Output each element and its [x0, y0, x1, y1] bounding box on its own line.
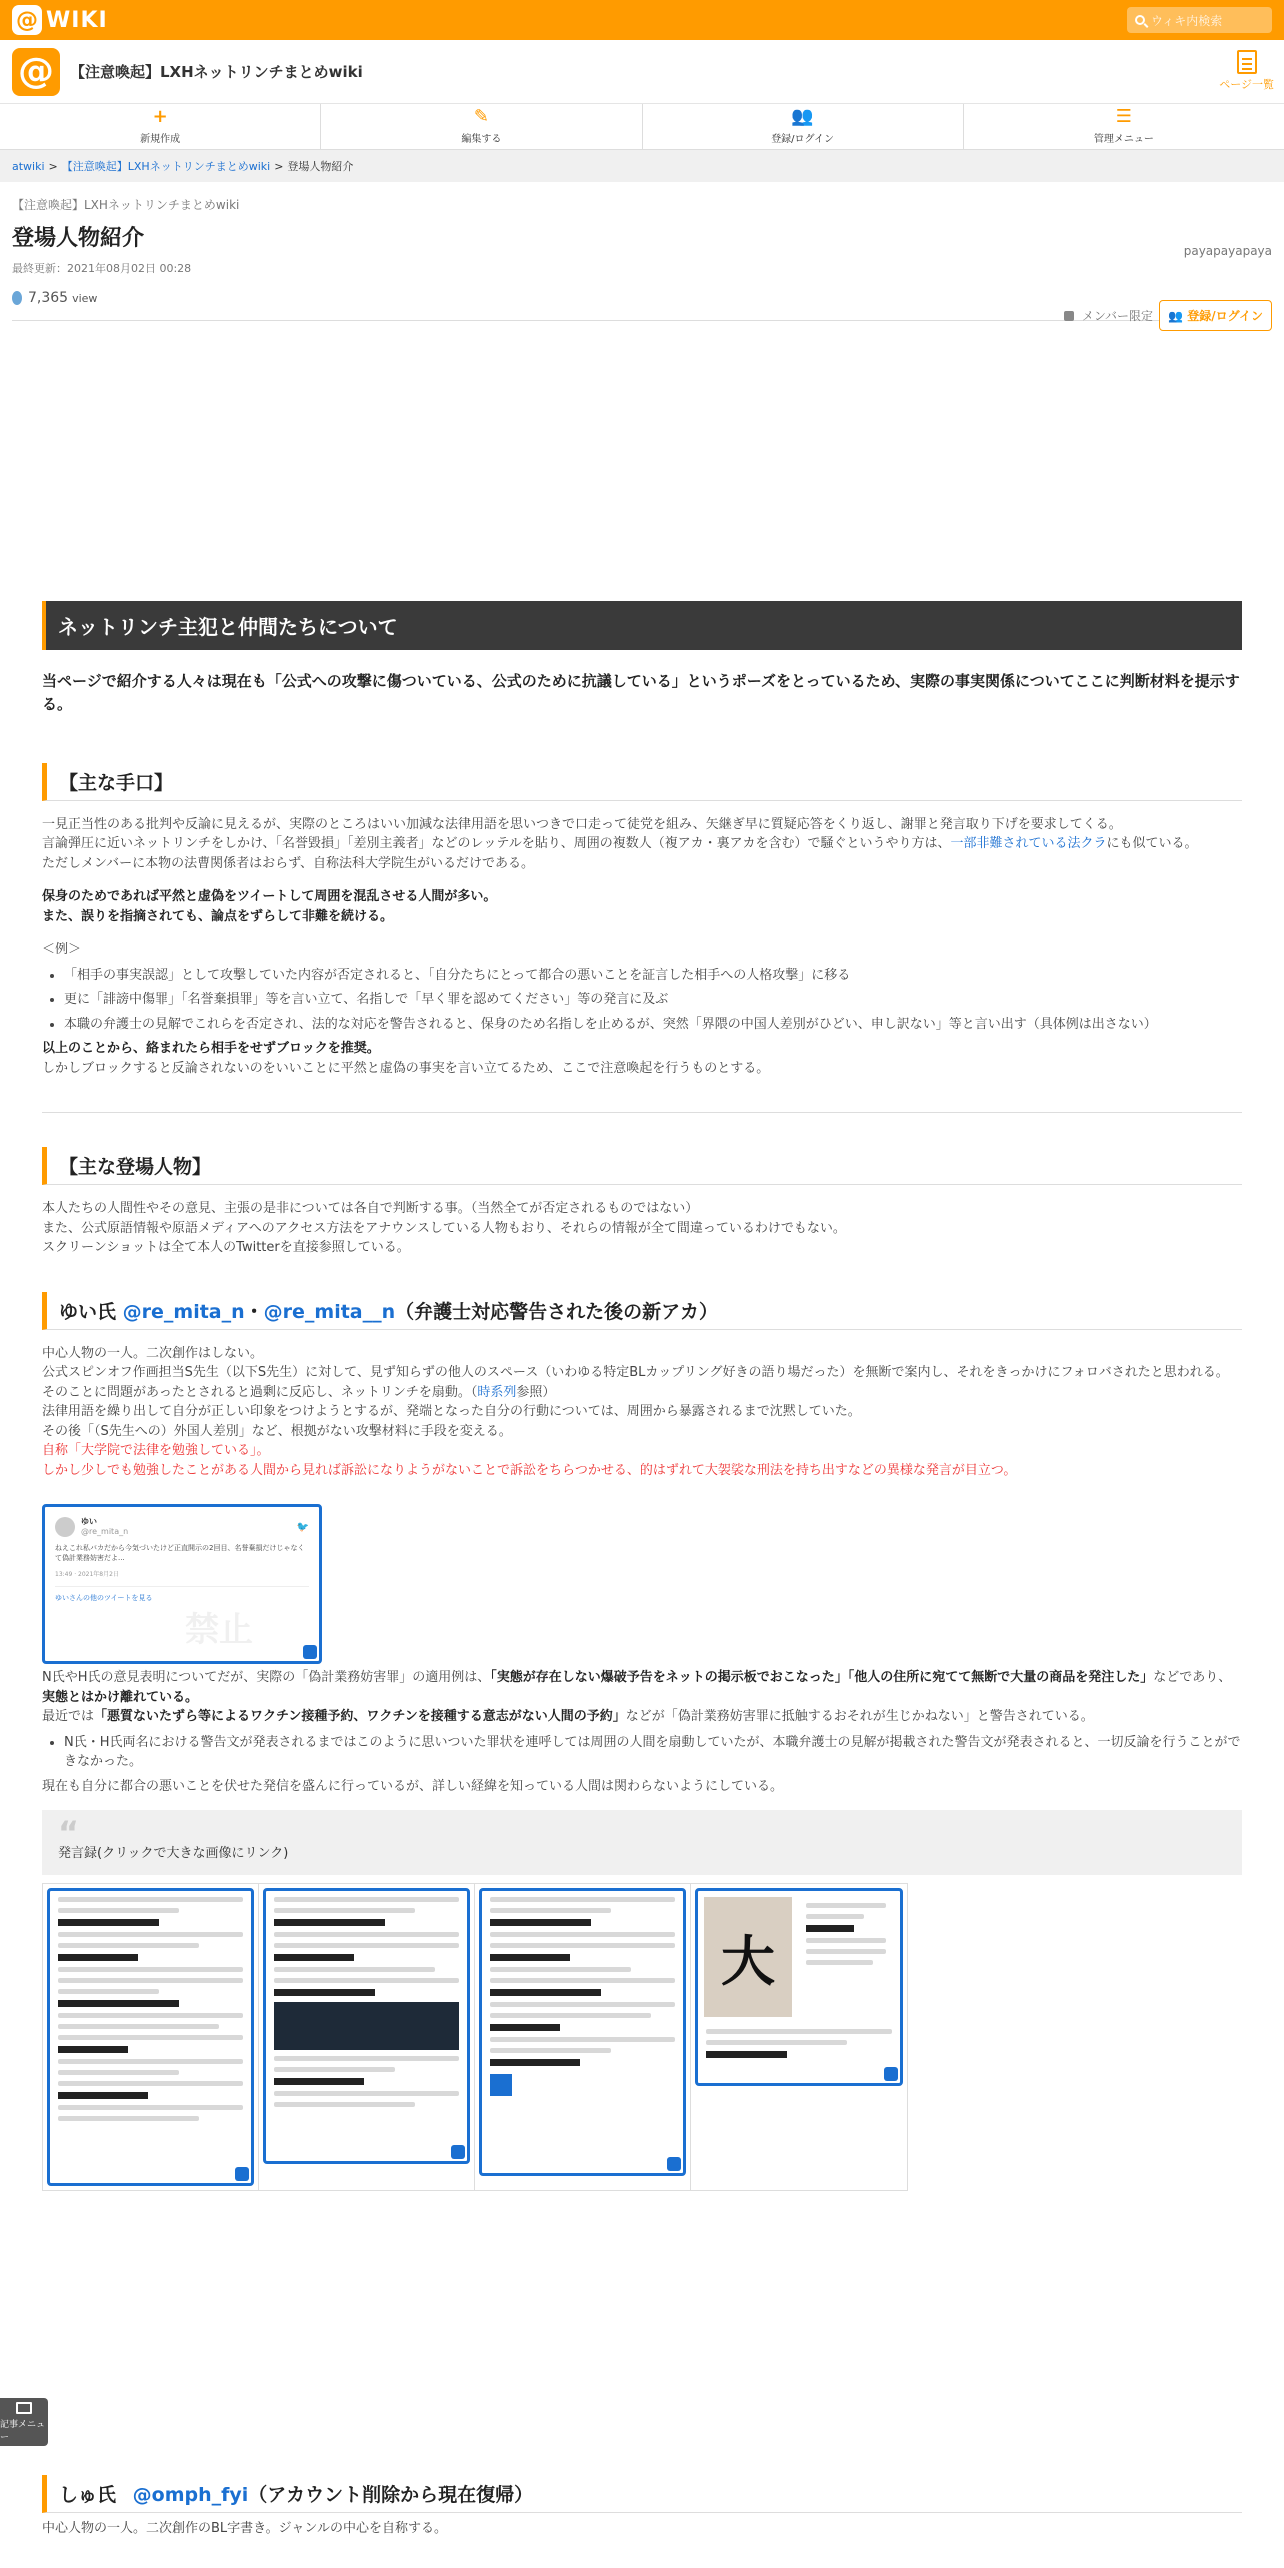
twitter-bird-icon: 🐦 [296, 1521, 309, 1533]
gallery-cell [691, 1884, 907, 2190]
article-menu-label: 記事メニュー [0, 2419, 46, 2443]
yui-paragraph: 中心人物の一人。二次創作はしない。 [42, 1345, 264, 1361]
bold-note: また、誤りを指摘されても、論点をずらして非難を続ける。 [42, 908, 394, 924]
user-plus-icon: 👥 [791, 106, 814, 127]
note-list [64, 1733, 1242, 1772]
methods-paragraph: 一見正当性のある批判や反論に見えるが、実際のところはいい加減な法律用語を思いつきで口走って徒党を組み、矢継ぎ早に質疑応答をくり返し、謝罪と発言取り下げを要求してくる。 [42, 816, 1122, 832]
view-icon [12, 291, 22, 305]
lead-paragraph: 当ページで紹介する人々は現在も「公式への攻撃に傷ついている、公式のために抗議している」というポーズをとっているため、実際の事実関係についてここに判断材料を提示する。 [42, 672, 1240, 714]
at-logo-icon: @ [12, 5, 42, 35]
section-heading: ネットリンチ主犯と仲間たちについて [42, 601, 1242, 650]
tweet-screenshot[interactable] [42, 1504, 322, 1664]
member-row [1064, 300, 1272, 331]
view-number: 7,365 [28, 290, 69, 306]
quote-block [42, 1810, 1242, 1875]
article-menu-button[interactable] [0, 2398, 48, 2446]
tweet-name: ゆい [81, 1517, 97, 1526]
person-heading-yui [42, 1292, 1242, 1330]
example-list [64, 966, 1242, 1035]
warning-text: 自称「大学院で法律を勉強している」。 [42, 1443, 270, 1458]
menu-edit[interactable] [321, 104, 642, 149]
bold-text: 「実態が存在しない爆破予告をネットの掲示板でおこなった」「他人の住所に宛てて無断で大量の商品を発注した」 [490, 1670, 1154, 1685]
wiki-subtitle: 【注意喚起】LXHネットリンチまとめwiki [12, 198, 240, 212]
shuu-paragraph: 中心人物の一人。二次創作のBL字書き。ジャンルの中心を自称する。 [42, 2521, 448, 2536]
breadcrumb-wiki[interactable]: 【注意喚起】LXHネットリンチまとめwiki [61, 160, 271, 173]
search-placeholder: ウィキ内検索 [1151, 13, 1223, 28]
breadcrumb-current: 登場人物紹介 [287, 160, 354, 173]
tweet-text: ねえこれ私バカだから今気づいたけど正直開示の2回目、名誉棄損だけじゃなくて偽計業務妨害だよ... [55, 1544, 305, 1562]
yui-paragraph: 公式スピンオフ作画担当S先生（以下S先生）に対して、見ず知らずの他人のスペース（いわゆる特定BLカップリング好きの語り場だった）を無断で案内し、それをきっかけにフォロバされたと思われる。 [42, 1365, 1229, 1380]
user-plus-icon: 👥 [1168, 309, 1184, 323]
login-button[interactable] [1159, 300, 1272, 331]
yui-paragraph [42, 1668, 1242, 1707]
list-item: • 本職の弁護士の見解でこれらを否定され、法的な対応を警告されると、保身のため名指しを止めるが、突然「界隈の中国人差別がひどい、申し訳ない」等と言い出す（具体例は出さない） [64, 1015, 1242, 1035]
page-list-label: ページ一覧 [1219, 78, 1274, 91]
methods-paragraph [42, 834, 1242, 854]
people-paragraph: スクリーンショットは全て本人のTwitterを直接参照している。 [42, 1240, 410, 1255]
menu-label: 編集する [461, 134, 502, 145]
app-icon [490, 2074, 512, 2096]
quote-icon: “ [58, 1814, 80, 1852]
page-info [0, 182, 1284, 321]
external-link-icon [451, 2145, 465, 2159]
bold-text: 実態とはかけ離れている。 [42, 1689, 199, 1705]
hokura-link[interactable]: 一部非難されている法クラ [950, 836, 1107, 851]
image-gallery [42, 1883, 908, 2191]
gallery-image[interactable] [695, 1888, 903, 2086]
text: 参照） [516, 1384, 556, 1400]
gallery-image[interactable] [47, 1888, 254, 2186]
gallery-image[interactable] [479, 1888, 686, 2176]
gallery-cell [475, 1884, 691, 2190]
watermark: 禁止 [185, 1610, 253, 1650]
yui-paragraph: 現在も自分に都合の悪いことを伏せた発信を盛んに行っているが、詳しい経緯を知っている人間は関わらないようにしている。 [42, 1778, 784, 1794]
page-title: 登場人物紹介 [12, 226, 145, 251]
methods-heading: 【主な手口】 [42, 763, 1242, 801]
list-item: • 更に「誹謗中傷罪」「名誉棄損罪」等を言い立て、名指しで「早く罪を認めてください」等の発言に及ぶ [64, 990, 1242, 1010]
twitter-handle-link[interactable]: @re_mita__n [263, 1300, 396, 1323]
settings-icon: ☰ [1115, 106, 1132, 127]
conclusion: しかしブロックすると反論されないのをいいことに平然と虚偽の事実を言い立てるため、ここで注意喚起を行うものとする。 [42, 1060, 770, 1076]
external-link-icon [667, 2157, 681, 2171]
breadcrumb-root[interactable]: atwiki [12, 159, 45, 173]
yui-paragraph: 法律用語を繰り出して自分が正しい印象をつけようとするが、発端となった自分の行動については、周囲から暴露されるまで沈黙していた。 [42, 1404, 861, 1419]
text: 言論弾圧に近いネットリンチをしかけ、「名誉毀損」「差別主義者」などのレッテルを貼り、周囲の複数人（複アカ・裏アカを含む）で騒ぐというやり方は、 [42, 836, 951, 851]
wiki-name[interactable]: 【注意喚起】LXHネットリンチまとめwiki [70, 63, 363, 81]
menu-label: 登録/ログイン [771, 134, 835, 145]
tweet-handle: @re_mita_n [81, 1527, 129, 1536]
external-link-icon [235, 2167, 249, 2181]
yui-paragraph: その後「（S先生への）外国人差別」など、根拠がない攻撃材料に手段を変える。 [42, 1423, 512, 1439]
conclusion-bold: 以上のことから、絡まれたら相手をせずブロックを推奨。 [42, 1041, 380, 1056]
plus-icon: + [152, 106, 168, 127]
top-bar [0, 0, 1284, 40]
page-content [0, 601, 1284, 2539]
dark-screenshot [274, 2002, 459, 2050]
menu-label: 新規作成 [140, 134, 181, 145]
wiki-icon[interactable]: @ [12, 48, 60, 96]
document-icon [1237, 50, 1257, 74]
page-list-button[interactable] [1219, 50, 1274, 92]
lock-icon [1064, 311, 1074, 321]
wiki-header [0, 40, 1284, 104]
yui-paragraph [42, 1383, 1242, 1403]
gallery-image[interactable] [263, 1888, 470, 2164]
gallery-cell [259, 1884, 475, 2190]
ad-space [0, 321, 1284, 601]
login-label: 登録/ログイン [1187, 309, 1263, 323]
list-item: • N氏・H氏両名における警告文が発表されるまではこのように思いついた罪状を連呼しては周囲の人間を扇動していたが、本職弁護士の見解が掲載された警告文が発表されると、一切反論を行うことができなかった。 [64, 1733, 1242, 1772]
quote-text: 発言録(クリックで大きな画像にリンク) [58, 1846, 289, 1861]
menu-admin[interactable] [964, 104, 1284, 149]
warning-text: しかし少しでも勉強したことがある人間から見れば訴訟になりようがないことで訴訟をちらつかせる、的はずれて大袈裟な刑法を持ち出すなどの異様な発言が目立つ。 [42, 1462, 1017, 1478]
menu-new-page[interactable] [0, 104, 321, 149]
search-icon [1135, 15, 1145, 25]
twitter-handle-link[interactable]: @re_mita_n [122, 1300, 245, 1323]
pencil-icon: ✎ [473, 106, 489, 127]
search-input[interactable] [1127, 7, 1272, 33]
page-author[interactable]: payapayapaya [1183, 244, 1272, 258]
person-name: しゅ氏 [59, 2484, 117, 2506]
breadcrumb-separator: > [48, 159, 58, 173]
text: N氏やH氏の意見表明についてだが、実際の「偽計業務妨害罪」の適用例は、 [42, 1670, 491, 1685]
member-only-label: メンバー限定 [1081, 309, 1154, 323]
avatar [55, 1517, 75, 1537]
divider [42, 1112, 1242, 1113]
person-note: （弁護士対応警告された後の新アカ） [395, 1300, 718, 1323]
people-paragraph: 本人たちの人間性やその意見、主張の是非については各自で判断する事。（当然全てが否定されるものではない） [42, 1201, 699, 1216]
yui-paragraph [42, 1707, 1242, 1727]
tweet-more-link: ゆいさんの他のツイートを見る [55, 1586, 309, 1603]
menu-bar [0, 104, 1284, 150]
external-link-icon [884, 2067, 898, 2081]
tweet-time: 13:49 · 2021年8月2日 [55, 1571, 119, 1578]
bold-note: 保身のためであれば平然と虚偽をツイートして周囲を混乱させる人間が多い。 [42, 889, 497, 904]
external-link-icon [303, 1645, 317, 1659]
gallery-cell [43, 1884, 259, 2190]
people-paragraph: また、公式原語情報や原語メディアへのアクセス方法をアナウンスしている人物もおり、それらの情報が全て間違っているわけでもない。 [42, 1220, 846, 1236]
menu-label: 管理メニュー [1093, 134, 1154, 145]
photo-image: 大 [704, 1897, 792, 2017]
person-note: （アカウント削除から現在復帰） [248, 2484, 534, 2506]
last-updated: 最終更新：2021年08月02日 00:28 [12, 262, 192, 275]
book-icon [16, 2402, 32, 2414]
person-heading-shuu [42, 2475, 1242, 2513]
atwiki-logo[interactable] [12, 5, 108, 35]
methods-paragraph: ただしメンバーに本物の法曹関係者はおらず、自称法科大学院生がいるだけである。 [42, 855, 535, 871]
text: 最近では [42, 1709, 95, 1724]
people-heading: 【主な登場人物】 [42, 1147, 1242, 1185]
view-unit: view [72, 291, 98, 305]
breadcrumb [0, 150, 1284, 182]
example-label: ＜例＞ [42, 942, 82, 957]
text: にも似ている。 [1106, 836, 1198, 851]
bold-text: 「悪質ないたずら等によるワクチン接種予約、ワクチンを接種する意志がない人間の予約」 [94, 1709, 626, 1724]
text: そのことに問題があったとされると過剰に反応し、ネットリンチを扇動。（ [42, 1384, 478, 1400]
person-name: ゆい氏 [59, 1300, 117, 1323]
timeline-link[interactable]: 時系列 [477, 1384, 517, 1400]
twitter-handle-link[interactable]: @omph_fyi [132, 2484, 249, 2506]
logo-text: WIKI [46, 7, 108, 33]
text: などが「偽計業務妨害罪に抵触するおそれが生じかねない」と警告されている。 [625, 1709, 1094, 1724]
text: などであり、 [1153, 1670, 1232, 1685]
menu-login[interactable] [643, 104, 964, 149]
list-item: • 「相手の事実誤認」として攻撃していた内容が否定されると、「自分たちにとって都合の悪いことを証言した相手への人格攻撃」に移る [64, 966, 1242, 986]
breadcrumb-separator: > [274, 159, 284, 173]
separator: ・ [244, 1300, 264, 1323]
